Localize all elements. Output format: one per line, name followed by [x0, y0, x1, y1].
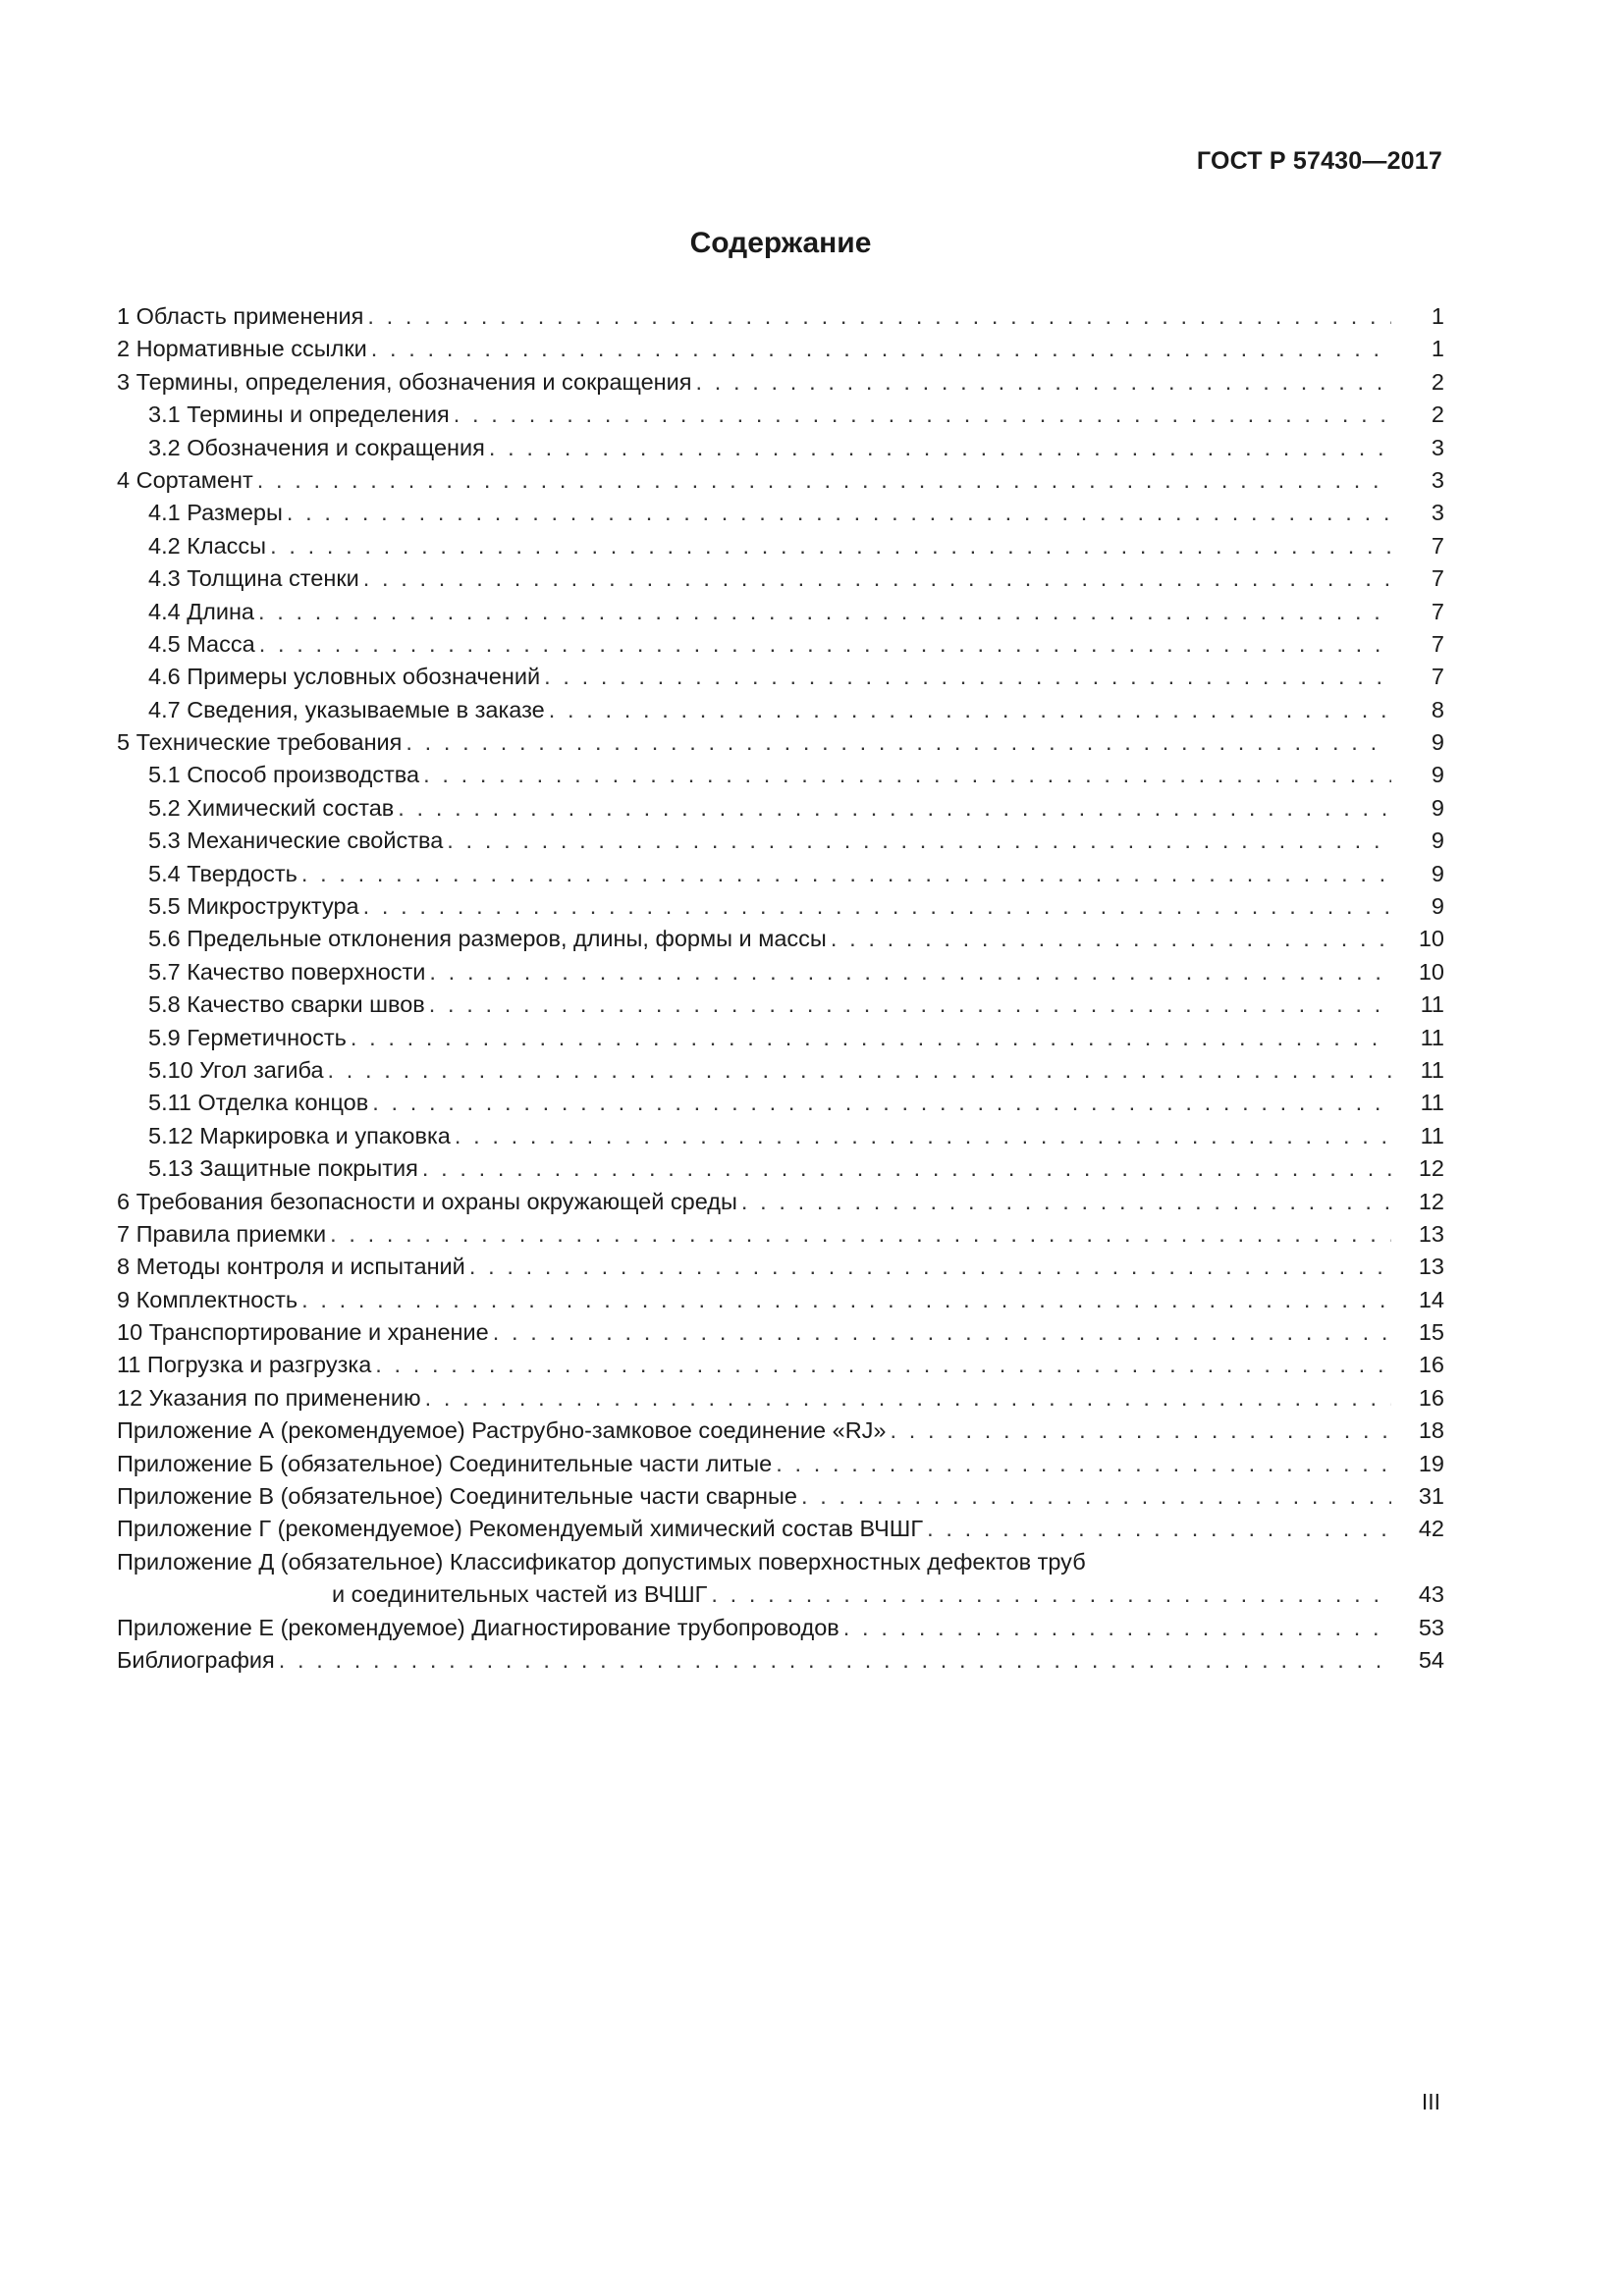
- toc-leader-dots: [843, 1612, 1391, 1644]
- toc-entry-page: 9: [1431, 860, 1444, 886]
- toc-leader-dots: [351, 1022, 1391, 1054]
- toc-entry[interactable]: [117, 1612, 1444, 1644]
- toc-entry-page: 7: [1431, 598, 1444, 624]
- toc-entry[interactable]: [117, 1316, 1444, 1349]
- toc-entry-page: 9: [1431, 893, 1444, 920]
- toc-entry[interactable]: [117, 1350, 1444, 1382]
- toc-entry-label: 7 Правила приемки: [117, 1220, 327, 1247]
- toc-leader-dots: [423, 759, 1391, 791]
- toc-entry[interactable]: [117, 1251, 1444, 1283]
- toc-entry[interactable]: [117, 988, 1444, 1021]
- toc-entry-label: 9 Комплектность: [117, 1286, 298, 1312]
- toc-leader-dots: [375, 1349, 1391, 1381]
- toc-entry-page: 7: [1431, 664, 1444, 690]
- toc-entry-label: 2 Нормативные ссылки: [117, 336, 367, 362]
- toc-entry[interactable]: [117, 300, 1444, 333]
- toc-leader-dots: [406, 726, 1391, 759]
- toc-entry[interactable]: [117, 366, 1444, 399]
- toc-entry-page: 9: [1431, 729, 1444, 756]
- toc-leader-dots: [363, 890, 1391, 923]
- toc-leader-dots: [801, 1480, 1391, 1513]
- toc-entry[interactable]: [117, 596, 1444, 628]
- toc-entry-label: 4.5 Масса: [148, 630, 255, 657]
- toc-leader-dots: [287, 497, 1391, 529]
- toc-entry[interactable]: [117, 1448, 1444, 1480]
- toc-entry-label: Приложение А (рекомендуемое) Раструбно-замковое соединение «RJ»: [117, 1417, 887, 1444]
- toc-entry-page: 9: [1431, 828, 1444, 854]
- toc-entry[interactable]: [117, 792, 1444, 825]
- toc-entry[interactable]: [117, 530, 1444, 562]
- toc-entry-label: Библиография: [117, 1647, 275, 1673]
- toc-entry-page: 43: [1418, 1581, 1444, 1608]
- toc-entry[interactable]: [117, 1087, 1444, 1119]
- toc-entry-label: 4.7 Сведения, указываемые в заказе: [148, 696, 545, 722]
- toc-leader-dots: [425, 1382, 1391, 1415]
- toc-leader-dots: [259, 628, 1391, 661]
- toc-leader-dots: [711, 1578, 1391, 1611]
- toc-entry-page: 7: [1431, 630, 1444, 657]
- toc-entry[interactable]: [117, 1415, 1444, 1447]
- toc-leader-dots: [927, 1513, 1391, 1545]
- toc-entry-page: 2: [1431, 368, 1444, 395]
- toc-entry-label: 5.13 Защитные покрытия: [148, 1155, 418, 1182]
- toc-entry-label: Приложение Д (обязательное) Классификатор допустимых поверхностных дефектов труб: [117, 1548, 1086, 1575]
- toc-entry-label: 12 Указания по применению: [117, 1384, 421, 1411]
- toc-entry-page: 11: [1420, 1090, 1444, 1116]
- toc-entry-label: Приложение Б (обязательное) Соединительные части литые: [117, 1450, 773, 1476]
- toc-entry-page: 8: [1431, 696, 1444, 722]
- toc-entry-page: 16: [1418, 1352, 1444, 1378]
- toc-entry-label: 5.5 Микроструктура: [148, 893, 359, 920]
- toc-leader-dots: [328, 1054, 1391, 1087]
- toc-entry[interactable]: [117, 1120, 1444, 1152]
- toc-leader-dots: [429, 956, 1391, 988]
- toc-entry[interactable]: [117, 726, 1444, 759]
- toc-entry-page: 13: [1418, 1254, 1444, 1280]
- toc-entry[interactable]: [117, 1152, 1444, 1185]
- toc-leader-dots: [257, 464, 1391, 497]
- page-number: III: [1421, 2089, 1440, 2114]
- toc-entry-label: 4 Сортамент: [117, 466, 253, 493]
- toc-entry-label: 5.6 Предельные отклонения размеров, длины, формы и массы: [148, 926, 827, 952]
- toc-leader-dots: [301, 858, 1391, 890]
- toc-entry-label: 5.3 Механические свойства: [148, 828, 444, 854]
- toc-entry-label: 5.9 Герметичность: [148, 1024, 347, 1050]
- toc-entry-page: 31: [1418, 1483, 1444, 1510]
- toc-entry-page: 3: [1431, 500, 1444, 526]
- toc-entry[interactable]: [117, 1382, 1444, 1415]
- toc-entry-label: 8 Методы контроля и испытаний: [117, 1254, 465, 1280]
- toc-entry[interactable]: [117, 1578, 1444, 1611]
- toc-entry-page: 7: [1431, 532, 1444, 559]
- toc-entry-page: 53: [1418, 1614, 1444, 1640]
- toc-entry-page: 12: [1418, 1188, 1444, 1214]
- toc-leader-dots: [455, 1120, 1391, 1152]
- toc-leader-dots: [258, 596, 1391, 628]
- toc-entry[interactable]: [117, 1546, 1444, 1578]
- toc-entry-page: 11: [1420, 1122, 1444, 1148]
- toc-leader-dots: [549, 694, 1391, 726]
- toc-entry-label: 4.3 Толщина стенки: [148, 565, 359, 592]
- toc-title: Содержание: [689, 227, 872, 259]
- toc-entry-page: 7: [1431, 565, 1444, 592]
- toc-entry-page: 18: [1418, 1417, 1444, 1444]
- toc-entry-label: 4.2 Классы: [148, 532, 267, 559]
- toc-leader-dots: [363, 562, 1391, 595]
- toc-entry-page: 54: [1418, 1647, 1444, 1673]
- toc-leader-dots: [429, 988, 1391, 1021]
- toc-entry[interactable]: [117, 628, 1444, 661]
- toc-entry-label: Приложение Г (рекомендуемое) Рекомендуемый химический состав ВЧШГ: [117, 1516, 924, 1542]
- toc-entry[interactable]: [117, 1480, 1444, 1513]
- toc-leader-dots: [741, 1186, 1391, 1218]
- toc-entry[interactable]: [117, 890, 1444, 923]
- toc-leader-dots: [422, 1152, 1391, 1185]
- toc-entry-page: 19: [1418, 1450, 1444, 1476]
- toc-leader-dots: [371, 333, 1391, 365]
- toc-entry-label: 4.1 Размеры: [148, 500, 283, 526]
- toc-entry-label: Приложение Е (рекомендуемое) Диагностирование трубопроводов: [117, 1614, 839, 1640]
- toc-entry-page: 16: [1418, 1384, 1444, 1411]
- toc-leader-dots: [493, 1316, 1391, 1349]
- toc-leader-dots: [544, 661, 1391, 693]
- toc-entry[interactable]: [117, 661, 1444, 693]
- toc-entry[interactable]: [117, 497, 1444, 529]
- toc-entry[interactable]: [117, 1218, 1444, 1251]
- toc-leader-dots: [270, 530, 1391, 562]
- toc-entry-label: 11 Погрузка и разгрузка: [117, 1352, 372, 1378]
- toc-entry-label: 5.8 Качество сварки швов: [148, 991, 425, 1018]
- toc-entry[interactable]: [117, 464, 1444, 497]
- toc-entry-page: 11: [1420, 1024, 1444, 1050]
- toc-entry-label: 6 Требования безопасности и охраны окружающей среды: [117, 1188, 737, 1214]
- toc-entry[interactable]: [117, 1513, 1444, 1545]
- toc-leader-dots: [279, 1644, 1391, 1677]
- toc-entry[interactable]: [117, 1022, 1444, 1054]
- toc-entry-label: 5.2 Химический состав: [148, 794, 395, 821]
- toc-entry-page: 3: [1431, 466, 1444, 493]
- document-code: ГОСТ Р 57430—2017: [1196, 147, 1442, 175]
- toc-leader-dots: [372, 1087, 1391, 1119]
- toc-leader-dots: [301, 1284, 1391, 1316]
- toc-entry[interactable]: [117, 1186, 1444, 1218]
- toc-entry-label: 5.10 Угол загиба: [148, 1056, 324, 1083]
- toc-entry[interactable]: [117, 694, 1444, 726]
- toc-leader-dots: [367, 300, 1391, 333]
- toc-leader-dots: [489, 432, 1391, 464]
- toc-entry-label: 1 Область применения: [117, 302, 364, 329]
- toc-entry-page: 1: [1431, 302, 1444, 329]
- toc-entry-page: 14: [1418, 1286, 1444, 1312]
- toc-entry-page: 13: [1418, 1220, 1444, 1247]
- toc-entry-page: 1: [1431, 336, 1444, 362]
- toc-entry-label: 10 Транспортирование и хранение: [117, 1319, 489, 1346]
- toc-entry[interactable]: [117, 956, 1444, 988]
- toc-entry[interactable]: [117, 1644, 1444, 1677]
- toc-entry-label: 5.11 Отделка концов: [148, 1090, 369, 1116]
- toc-leader-dots: [469, 1251, 1391, 1283]
- toc-entry-label: 5.7 Качество поверхности: [148, 958, 426, 985]
- toc-entry-label: и соединительных частей из ВЧШГ: [332, 1581, 708, 1608]
- toc-entry-label: 3 Термины, определения, обозначения и сокращения: [117, 368, 692, 395]
- toc-entry[interactable]: [117, 1284, 1444, 1316]
- toc-entry[interactable]: [117, 432, 1444, 464]
- toc-entry[interactable]: [117, 825, 1444, 857]
- toc-entry[interactable]: [117, 858, 1444, 890]
- toc-entry-page: 12: [1418, 1155, 1444, 1182]
- toc-entry-page: 42: [1418, 1516, 1444, 1542]
- toc-leader-dots: [831, 923, 1391, 955]
- toc-entry[interactable]: [117, 399, 1444, 431]
- toc-entry[interactable]: [117, 1054, 1444, 1087]
- toc-entry[interactable]: [117, 562, 1444, 595]
- toc-entry-page: 15: [1418, 1319, 1444, 1346]
- toc-leader-dots: [398, 792, 1391, 825]
- toc-entry-label: 4.4 Длина: [148, 598, 254, 624]
- toc-entry-page: 9: [1431, 762, 1444, 788]
- toc-entry[interactable]: [117, 333, 1444, 365]
- toc-entry-label: 5.4 Твердость: [148, 860, 298, 886]
- toc-leader-dots: [454, 399, 1391, 431]
- toc-leader-dots: [891, 1415, 1392, 1447]
- toc-leader-dots: [330, 1218, 1391, 1251]
- toc-entry-page: 11: [1420, 991, 1444, 1018]
- toc-entry-label: 3.2 Обозначения и сокращения: [148, 434, 485, 460]
- toc-entry-page: 10: [1418, 958, 1444, 985]
- toc-entry-label: 5.12 Маркировка и упаковка: [148, 1122, 451, 1148]
- toc-entry-page: 3: [1431, 434, 1444, 460]
- toc-entry[interactable]: [117, 759, 1444, 791]
- toc-entry-label: 4.6 Примеры условных обозначений: [148, 664, 541, 690]
- table-of-contents: [117, 300, 1444, 1677]
- toc-entry-page: 2: [1431, 401, 1444, 428]
- toc-leader-dots: [696, 366, 1391, 399]
- toc-entry-page: 11: [1420, 1056, 1444, 1083]
- toc-leader-dots: [447, 825, 1391, 857]
- toc-leader-dots: [776, 1448, 1391, 1480]
- toc-entry-label: Приложение В (обязательное) Соединительные части сварные: [117, 1483, 797, 1510]
- toc-entry-label: 3.1 Термины и определения: [148, 401, 450, 428]
- toc-entry-page: 10: [1418, 926, 1444, 952]
- toc-entry-label: 5.1 Способ производства: [148, 762, 420, 788]
- toc-entry[interactable]: [117, 923, 1444, 955]
- toc-entry-label: 5 Технические требования: [117, 729, 403, 756]
- toc-entry-page: 9: [1431, 794, 1444, 821]
